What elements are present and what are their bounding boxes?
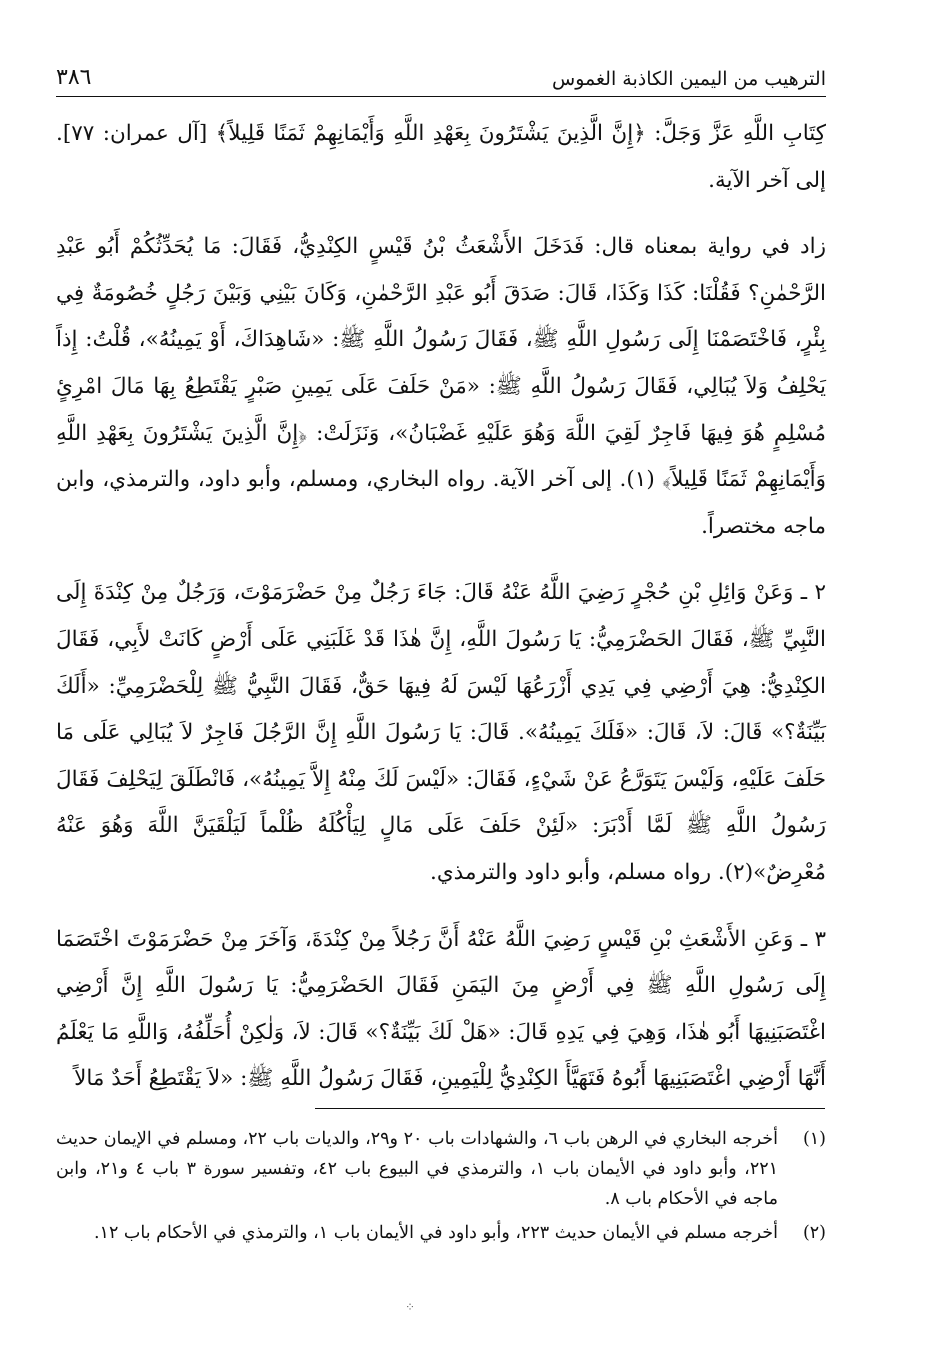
footnote-text: أخرجه مسلم في الأيمان حديث ٢٢٣، وأبو داود في الأيمان باب ١، والترمذي في الأحكام باب ١٢. xyxy=(93,1223,778,1243)
footnotes xyxy=(56,1124,826,1252)
paragraph: زاد في رواية بمعناه قال: فَدَخَلَ الأَشْعَثُ بْنُ قَيْسٍ الكِنْدِيُّ، فَقَالَ: مَا يُحَدِّثُكُمْ أَبُو عَبْدِ الرَّحْمٰنِ؟ فَقُلْنَا: كَذَا وَكَذَا، قَالَ: صَدَقَ أَبُو عَبْدِ الرَّحْمٰنِ، وَكَانَ بَيْنِي وَبَيْنَ رَجُلٍ خُصُومَةٌ فِي بِئْرٍ، فَاخْتَصَمْنَا إِلَى رَسُولِ اللَّهِ ﷺ، فَقَالَ رَسُولُ اللَّهِ ﷺ: «شَاهِدَاكَ، أَوْ يَمِينُهُ»، قُلْتُ: إِذاً يَحْلِفُ وَلاَ يُبَالِي، فَقَالَ رَسُولُ اللَّهِ ﷺ: «مَنْ حَلَفَ عَلَى يَمِينِ صَبْرٍ يَقْتَطِعُ بِهَا مَالَ امْرِئٍ مُسْلِمٍ هُوَ فِيهَا فَاجِرٌ لَقِيَ اللَّهَ وَهُوَ عَلَيْهِ غَضْبَانُ»، وَنَزَلَتْ: ﴿إِنَّ الَّذِينَ يَشْتَرُونَ بِعَهْدِ اللَّهِ وَأَيْمَانِهِمْ ثَمَنًا قَلِيلاً﴾ (١). إلى آخر الآية. رواه البخاري، ومسلم، وأبو داود، والترمذي، وابن ماجه مختصراً. xyxy=(56,234,826,539)
footnote-number: (١) xyxy=(802,1129,826,1149)
running-title: الترهيب من اليمين الكاذبة الغموس xyxy=(552,68,826,90)
page xyxy=(56,60,826,1123)
footnote-number: (٢) xyxy=(802,1223,826,1243)
paragraph: ٢ ـ وَعَنْ وَائِلِ بْنِ حُجْرٍ رَضِيَ اللَّهُ عَنْهُ قَالَ: جَاءَ رَجُلٌ مِنْ حَضْرَمَوْتَ، وَرَجُلٌ مِنْ كِنْدَةَ إِلَى النَّبِيِّ ﷺ، فَقَالَ الحَضْرَمِيُّ: يَا رَسُولَ اللَّهِ، إِنَّ هٰذَا قَدْ غَلَبَنِي عَلَى أَرْضٍ كَانَتْ لأَبِي، فَقَالَ الكِنْدِيُّ: هِيَ أَرْضِي فِي يَدِي أَزْرَعُهَا لَيْسَ لَهُ فِيهَا حَقٌّ، فَقَالَ النَّبِيُّ ﷺ لِلْحَضْرَمِيِّ: «أَلَكَ بَيِّنَةٌ؟» قَالَ: لاَ، قَالَ: «فَلَكَ يَمِينُهُ». قَالَ: يَا رَسُولَ اللَّهِ إِنَّ الرَّجُلَ فَاجِرٌ لاَ يُبَالِي عَلَى مَا حَلَفَ عَلَيْهِ، وَلَيْسَ يَتَوَرَّعُ عَنْ شَيْءٍ، فَقَالَ: «لَيْسَ لَكَ مِنْهُ إِلاَّ يَمِينُهُ»، فَانْطَلَقَ لِيَحْلِفَ فَقَالَ رَسُولُ اللَّهِ ﷺ لَمَّا أَدْبَرَ: «لَئِنْ حَلَفَ عَلَى مَالٍ لِيَأْكُلَهُ ظُلْماً لَيَلْقَيَنَّ اللَّهَ وَهُوَ عَنْهُ مُعْرِضٌ»(٢). رواه مسلم، وأبو داود والترمذي. xyxy=(56,580,826,885)
scan-speck-icon: ⁘ xyxy=(405,1300,416,1314)
footnote-separator xyxy=(315,1108,825,1109)
footnote-text: أخرجه البخاري في الرهن باب ٦، والشهادات باب ٢٠ و٢٩، والديات باب ٢٢، ومسلم في الإيمان حديث ٢٢١، وأبو داود في الأيمان باب ١، والترمذي في البيوع باب ٤٢، وتفسير سورة ٣ باب ٤ و٢١، وابن ماجه في الأحكام باب ٨. xyxy=(56,1129,779,1209)
footnote xyxy=(56,1218,826,1248)
footnote xyxy=(56,1124,826,1214)
running-header xyxy=(56,60,826,97)
paragraph: كِتَابِ اللَّهِ عَزَّ وَجَلَّ: ﴿إِنَّ الَّذِينَ يَشْتَرُونَ بِعَهْدِ اللَّهِ وَأَيْمَانِهِمْ ثَمَنًا قَلِيلاً﴾ [آل عمران: ٧٧]. إلى آخر الآية. xyxy=(56,121,826,193)
page-number: ٣٨٦ xyxy=(56,65,92,90)
main-text xyxy=(56,111,826,1103)
paragraph: ٣ ـ وَعَنِ الأَشْعَثِ بْنِ قَيْسٍ رَضِيَ اللَّهُ عَنْهُ أَنَّ رَجُلاً مِنْ كِنْدَةَ، وَآخَرَ مِنْ حَضْرَمَوْتَ اخْتَصَمَا إِلَى رَسُولِ اللَّهِ ﷺ فِي أَرْضٍ مِنَ اليَمَنِ فَقَالَ الحَضْرَمِيُّ: يَا رَسُولَ اللَّهِ إِنَّ أَرْضِي اغْتَصَبَنِيهَا أَبُو هٰذَا، وَهِيَ فِي يَدِهِ قَالَ: «هَلْ لَكَ بَيِّنَةٌ؟» قَالَ: لاَ، وَلٰكِنْ أُحَلِّفُهُ، وَاللَّهِ مَا يَعْلَمُ أَنَّهَا أَرْضِي اغْتَصَبَنِيهَا أَبُوهُ فَتَهَيَّأَ الكِنْدِيُّ لِلْيَمِينِ، فَقَالَ رَسُولُ اللَّهِ ﷺ: «لاَ يَقْتَطِعُ أَحَدٌ مَالاً xyxy=(56,926,826,1092)
